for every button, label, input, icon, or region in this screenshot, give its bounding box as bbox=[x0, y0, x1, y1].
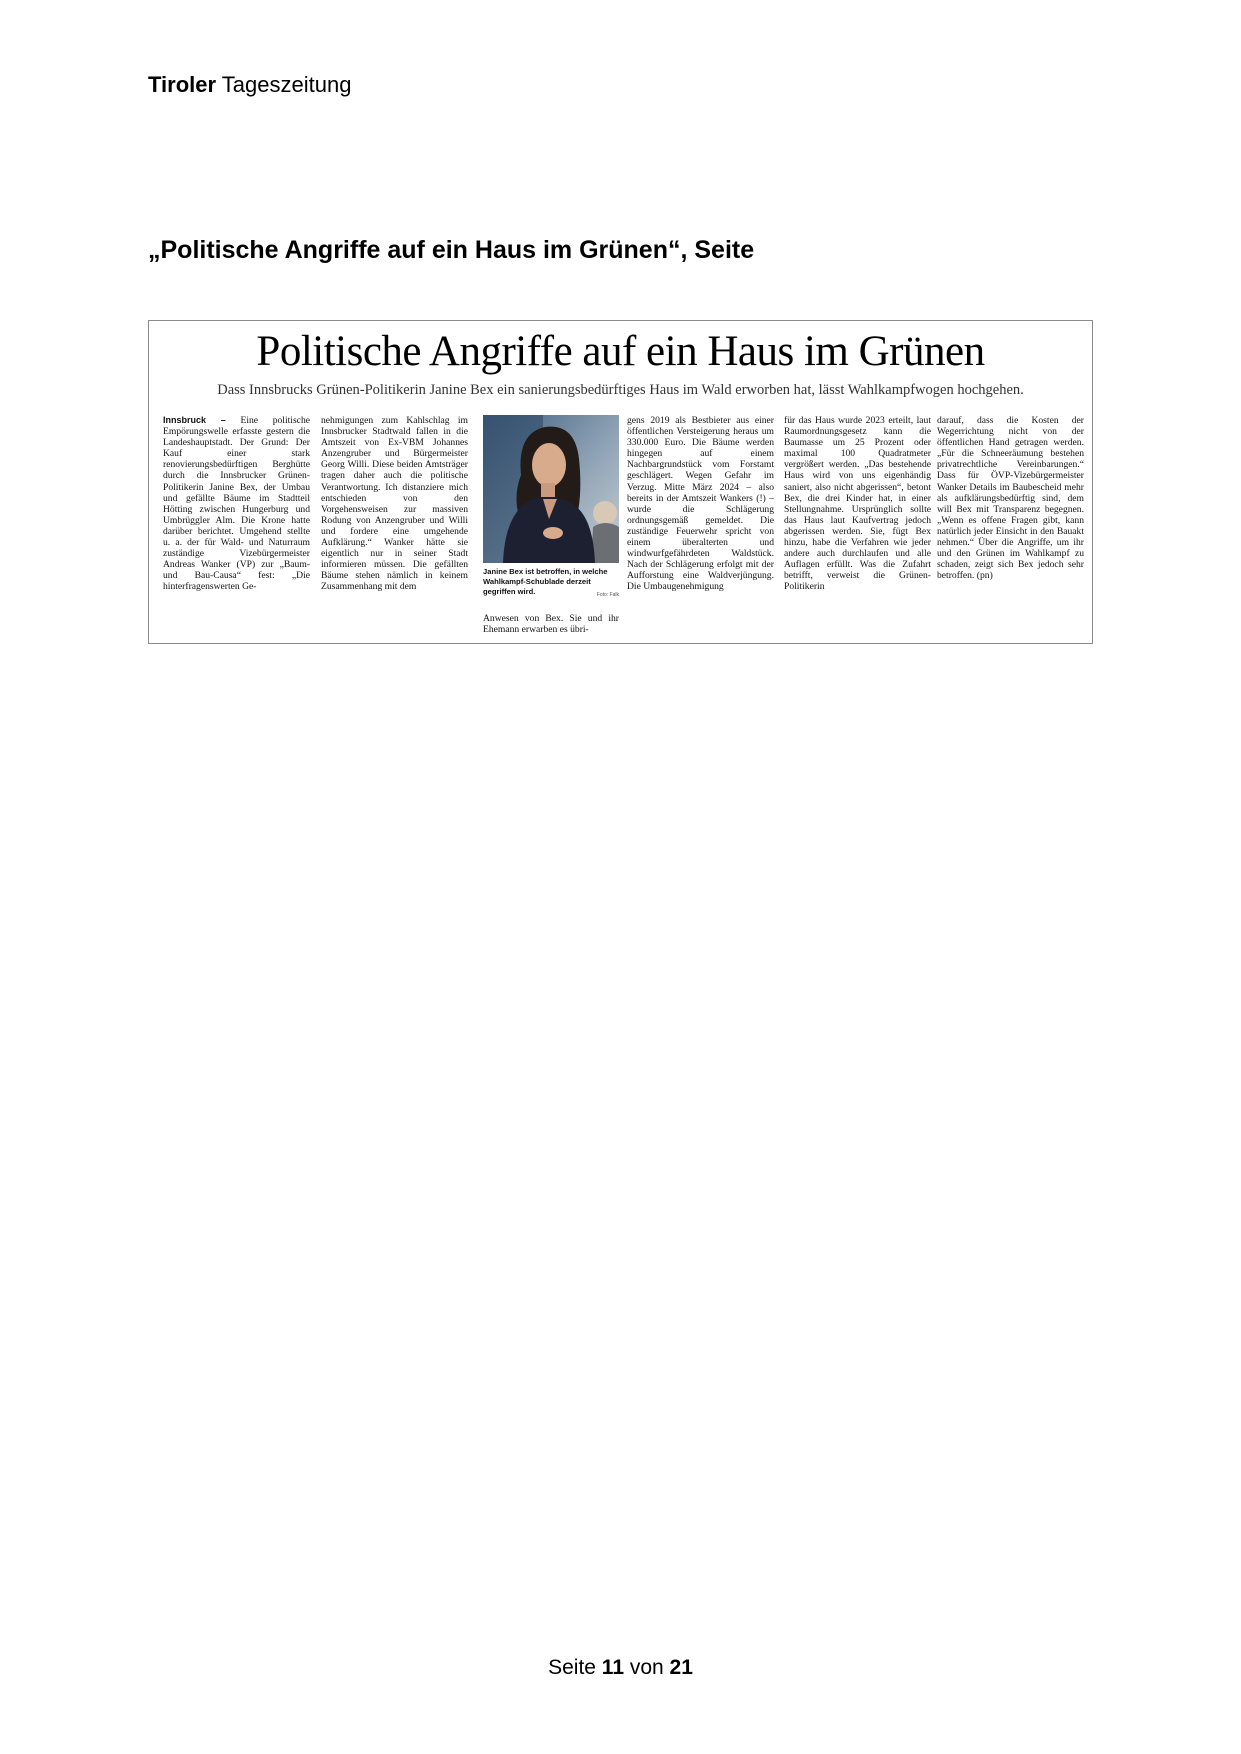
clipping-subtitle: Dass Innsbrucks Grünen-Politikerin Janine Bex ein sanierungsbedürftiges Haus im Wald erworben hat, lässt Wahlkampfwogen hochgehen. bbox=[217, 382, 1024, 398]
article-column-3 bbox=[483, 613, 619, 641]
page-footer bbox=[0, 1656, 1241, 1680]
photo-caption bbox=[483, 567, 619, 600]
column-6-text: darauf, dass die Kosten der Wegerrichtung nicht von der öffentlichen Hand getragen werden. „Für die Schneeräumung bestehen privatrechtliche Vereinbarungen.“ Dass für ÖVP-Vizebürgermeister Wanker Details im Baubescheid mehr als aufklärungsbedürftig sind, dem will Bex mit Transparenz begegnen. „Wenn es offene Fragen gibt, kann natürlich jeder Einsicht in den Bauakt nehmen.“ Über die Angriffe, um ihr und den Grünen im Wahlkampf zu schaden, zeigt sich Bex jedoch sehr betroffen. (pn) bbox=[937, 415, 1084, 582]
clipping-title: Politische Angriffe auf ein Haus im Grünen bbox=[256, 328, 985, 375]
total-page-count: 21 bbox=[669, 1656, 693, 1679]
footer-prefix: Seite bbox=[548, 1656, 602, 1679]
publication-name-rest: Tageszeitung bbox=[216, 72, 352, 97]
article-heading: „Politische Angriffe auf ein Haus im Grünen“, Seite bbox=[148, 236, 755, 264]
photo-caption-text: Janine Bex ist betroffen, in welche Wahlkampf-Schublade derzeit gegriffen wird. bbox=[483, 567, 608, 596]
column-1-text: Eine politische Empörungswelle erfasste gestern die Landeshauptstadt. Der Grund: Der Kauf einer stark renovierungsbedürftigen Berghütte durch die Innsbrucker Grünen-Politikerin Janine Bex, der Umbau und gefällte Bäume im Stadtteil Hötting zwischen Hungerburg und Umbrüggler Alm. Die Krone hatte darüber berichtet. Umgehend stellte u. a. der für Wald- und Naturraum zuständige Vizebürgermeister Andreas Wanker (VP) zur „Baum- und Bau-Causa“ fest: „Die hinterfragenswerten Ge- bbox=[163, 415, 310, 593]
article-column-1 bbox=[163, 415, 310, 639]
article-column-2 bbox=[321, 415, 468, 639]
publication-name bbox=[148, 72, 351, 98]
portrait-photo bbox=[483, 415, 619, 563]
footer-middle: von bbox=[624, 1656, 670, 1679]
dateline: Innsbruck – bbox=[163, 415, 241, 425]
publication-name-bold: Tiroler bbox=[148, 72, 217, 97]
column-2-text: nehmigungen zum Kahlschlag im Innsbrucker Stadtwald fallen in die Amtszeit von Ex-VBM Johannes Anzengruber und Bürgermeister Georg Willi. Diese beiden Amtsträger tragen daher auch die politische Verantwortung. Ich distanziere mich entschieden von den Vorgehensweisen zur massiven Rodung von Anzengruber und Willi und fordere eine umgehende Aufklärung.“ Wanker hätte sie eigentlich nur in seiner Stadt informieren müssen. Die gefällten Bäume stehen nämlich in keinem Zusammenhang mit dem bbox=[321, 415, 468, 593]
article-column-4 bbox=[627, 415, 774, 639]
photo-janine-bex bbox=[483, 415, 619, 563]
newspaper-clipping bbox=[148, 320, 1093, 644]
article-column-5 bbox=[784, 415, 931, 639]
column-5-text: für das Haus wurde 2023 erteilt, laut Raumordnungsgesetz kann die Baumasse um 25 Prozent oder maximal 100 Quadratmeter vergrößert werden. „Das bestehende Haus wird von uns eigenhändig saniert, also nicht abgerissen“, betont Bex, die drei Kinder hat, in einer Stellungnahme. Ursprünglich sollte das Haus laut Kaufvertrag jedoch abgerissen werden. Sie, fügt Bex hinzu, habe die Verfahren wie jeder andere auch durchlaufen und alle Auflagen erfüllt. Was die Zufahrt betrifft, verweist die Grünen-Politikerin bbox=[784, 415, 931, 593]
current-page-number: 11 bbox=[601, 1656, 624, 1679]
column-4-text: gens 2019 als Bestbieter aus einer öffentlichen Versteigerung heraus um 330.000 Euro. Die Bäume werden hingegen auf einem Nachbargrundstück vom Forstamt geschlägert. Wegen Gefahr im Verzug. Mitte März 2024 – also bereits in der Amtszeit Wankers (!) – wurde die Schlägerung ordnungsgemäß gemeldet. Die zuständige Feuerwehr spricht von einem überalterten und windwurfgefährdeten Waldstück. Nach der Schlägerung erfolgt mit der Aufforstung eine Waldverjüngung. Die Umbaugenehmigung bbox=[627, 415, 774, 593]
photo-credit: Foto: Falk bbox=[596, 592, 619, 598]
column-3-text: Anwesen von Bex. Sie und ihr Ehemann erwarben es übri- bbox=[483, 613, 619, 636]
article-column-6 bbox=[937, 415, 1084, 639]
